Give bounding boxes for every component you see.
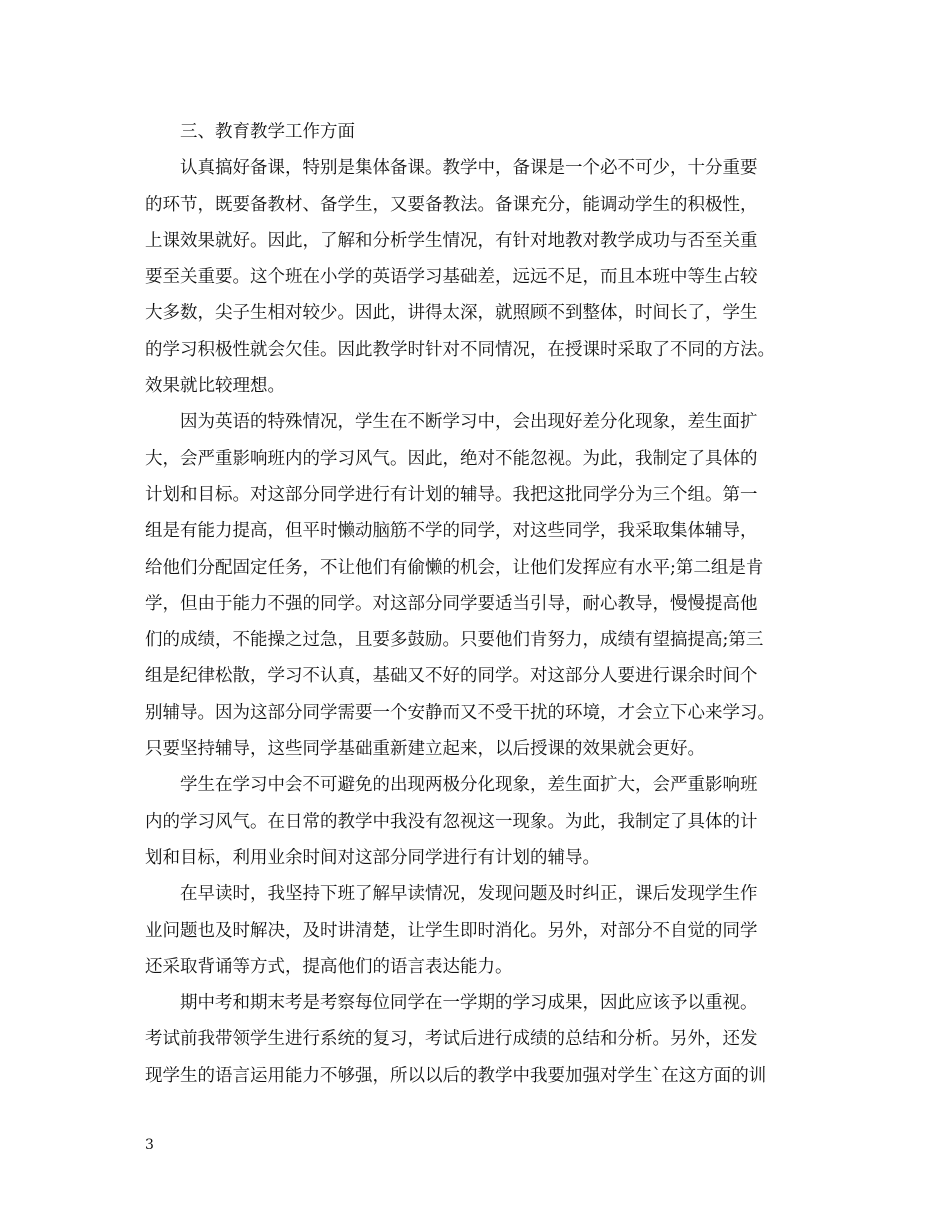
text-line: 的环节，既要备教材、备学生，又要备教法。备课充分，能调动学生的积极性，: [145, 194, 758, 215]
text-line: 认真搞好备课，特别是集体备课。教学中，备课是一个必不可少，十分重要: [180, 158, 758, 179]
text-line: 因为英语的特殊情况，学生在不断学习中，会出现好差分化现象，差生面扩: [180, 412, 758, 433]
text-line: 只要坚持辅导，这些同学基础重新建立起来，以后授课的效果就会更好。: [145, 739, 705, 760]
text-line: 别辅导。因为这部分同学需要一个安静而又不受干扰的环境，才会立下心来学习。: [145, 702, 775, 723]
text-line: 的学习积极性就会欠佳。因此教学时针对不同情况，在授课时采取了不同的方法。: [145, 339, 775, 360]
text-line: 考试前我带领学生进行系统的复习，考试后进行成绩的总结和分析。另外，还发: [145, 1029, 758, 1050]
page-number: 3: [145, 1137, 154, 1153]
text-line: 业问题也及时解决，及时讲清楚，让学生即时消化。另外，对部分不自觉的同学: [145, 920, 758, 941]
text-line: 们的成绩，不能操之过急，且要多鼓励。只要他们肯努力，成绩有望搞提高;第三: [145, 630, 764, 651]
text-line: 效果就比较理想。: [145, 376, 285, 397]
text-line: 现学生的语言运用能力不够强，所以以后的教学中我要加强对学生`在这方面的训: [145, 1065, 767, 1086]
text-line: 期中考和期末考是考察每位同学在一学期的学习成果，因此应该予以重视。: [180, 993, 758, 1014]
document-body: [145, 114, 805, 1094]
text-line: 学生在学习中会不可避免的出现两极分化现象，差生面扩大，会严重影响班: [180, 775, 758, 796]
text-line: 在早读时，我坚持下班了解早读情况，发现问题及时纠正，课后发现学生作: [180, 884, 758, 905]
text-line: 给他们分配固定任务，不让他们有偷懒的机会，让他们发挥应有水平;第二组是肯: [145, 557, 764, 578]
text-line: 学，但由于能力不强的同学。对这部分同学要适当引导，耐心教导，慢慢提高他: [145, 593, 758, 614]
text-line: 组是有能力提高，但平时懒动脑筋不学的同学，对这些同学，我采取集体辅导，: [145, 521, 758, 542]
text-line: 上课效果就好。因此，了解和分析学生情况，有针对地教对教学成功与否至关重: [145, 230, 758, 251]
text-line: 内的学习风气。在日常的教学中我没有忽视这一现象。为此，我制定了具体的计: [145, 811, 758, 832]
text-line: 大多数，尖子生相对较少。因此，讲得太深，就照顾不到整体，时间长了，学生: [145, 303, 758, 324]
text-line: 划和目标，利用业余时间对这部分同学进行有计划的辅导。: [145, 847, 600, 868]
text-line: 还采取背诵等方式，提高他们的语言表达能力。: [145, 956, 513, 977]
text-line: 三、教育教学工作方面: [180, 122, 355, 142]
text-line: 大，会严重影响班内的学习风气。因此，绝对不能忽视。为此，我制定了具体的: [145, 448, 758, 469]
text-line: 组是纪律松散，学习不认真，基础又不好的同学。对这部分人要进行课余时间个: [145, 666, 758, 687]
text-line: 计划和目标。对这部分同学进行有计划的辅导。我把这批同学分为三个组。第一: [145, 484, 758, 505]
text-line: 要至关重要。这个班在小学的英语学习基础差，远远不足，而且本班中等生占较: [145, 267, 758, 288]
